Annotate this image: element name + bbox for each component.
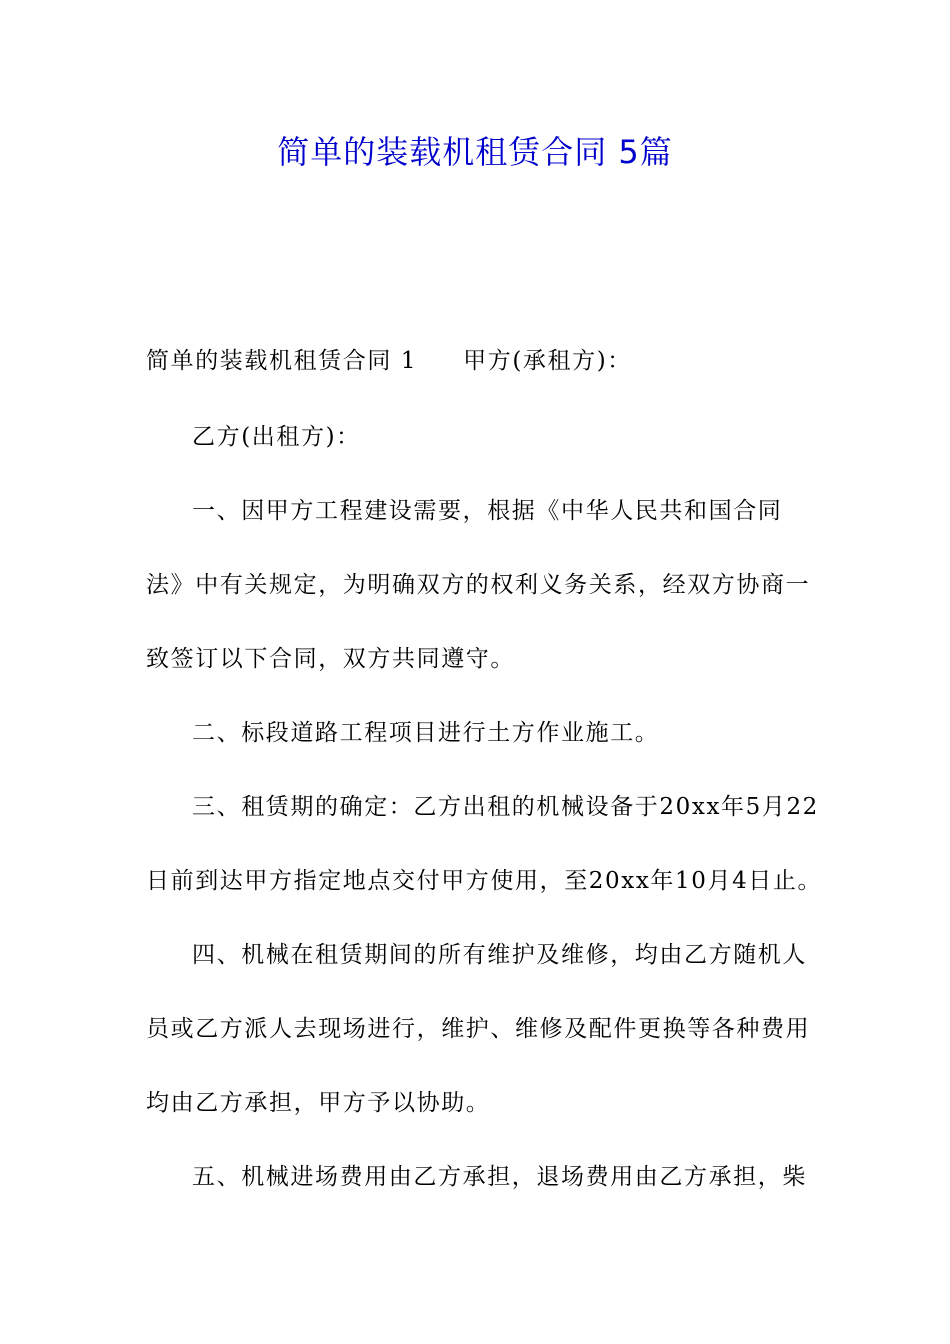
party-b-label: 乙方(出租方)： bbox=[192, 424, 361, 450]
clause-4-line-3: 均由乙方承担，甲方予以协助。 bbox=[146, 1090, 491, 1116]
clause-1-line-2: 法》中有关规定，为明确双方的权利义务关系，经双方协商一 bbox=[146, 572, 811, 598]
document-title: 简单的装载机租赁合同 5篇 bbox=[277, 133, 673, 171]
clause-2-line-1: 二、标段道路工程项目进行土方作业施工。 bbox=[192, 720, 660, 746]
clause-3-line-1: 三、租赁期的确定：乙方出租的机械设备于20xx年5月22 bbox=[192, 794, 819, 820]
clause-3-line-2: 日前到达甲方指定地点交付甲方使用，至20xx年10月4日止。 bbox=[146, 868, 823, 894]
party-a-label: 甲方(承租方)： bbox=[463, 348, 632, 374]
clause-4-line-1: 四、机械在租赁期间的所有维护及维修，均由乙方随机人 bbox=[192, 942, 807, 968]
clause-5-line-1: 五、机械进场费用由乙方承担，退场费用由乙方承担，柴 bbox=[192, 1164, 807, 1190]
contract-number-label: 简单的装载机租赁合同 1 bbox=[146, 348, 418, 374]
clause-1-line-1: 一、因甲方工程建设需要，根据《中华人民共和国合同 bbox=[192, 498, 783, 524]
clause-4-line-2: 员或乙方派人去现场进行，维护、维修及配件更换等各种费用 bbox=[146, 1016, 811, 1042]
clause-1-line-3: 致签订以下合同，双方共同遵守。 bbox=[146, 646, 515, 672]
contract-heading-line bbox=[146, 343, 810, 379]
